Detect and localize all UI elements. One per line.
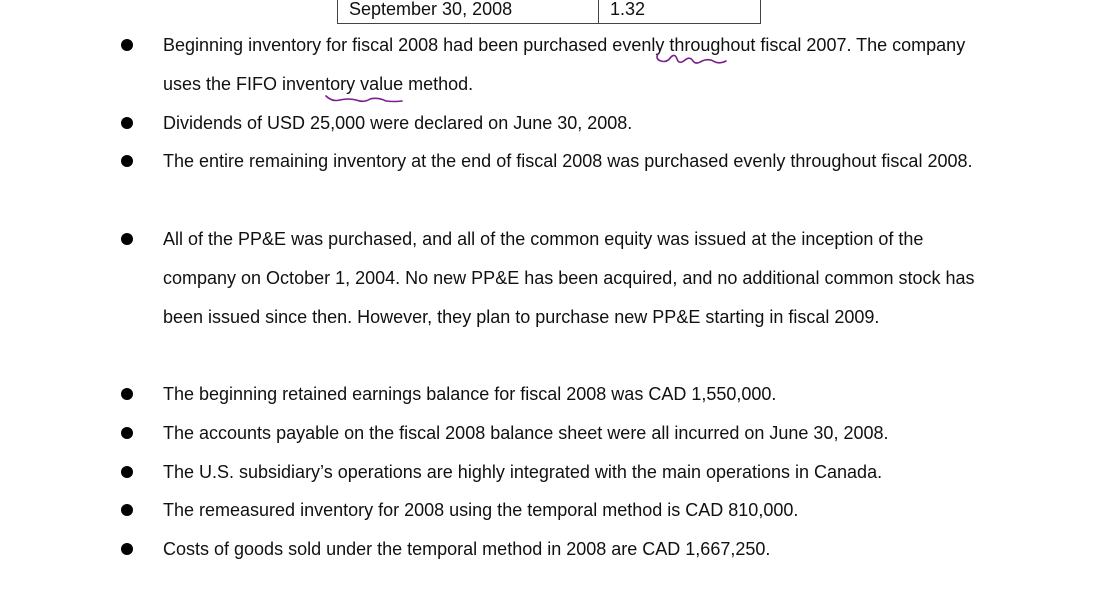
list-item-text: All of the PP&E was purchased, and all of the common equity was issued at the inception of the company on October 1, 2004. No new PP&E has been acquired, and no additional common stock has been issued since then. However, they plan to purchase new PP&E starting in fiscal 2009. <box>163 229 975 327</box>
table-date-cell: September 30, 2008 <box>338 0 599 23</box>
list-item-text: Dividends of USD 25,000 were declared on June 30, 2008. <box>163 113 633 133</box>
bullet-icon <box>121 39 133 51</box>
list-item-text: The accounts payable on the fiscal 2008 balance sheet were all incurred on June 30, 2008. <box>163 423 889 443</box>
bullet-icon <box>121 543 133 555</box>
bullet-icon <box>121 155 133 167</box>
list-item-text: The beginning retained earnings balance for fiscal 2008 was CAD 1,550,000. <box>163 384 777 404</box>
list-item-text: The entire remaining inventory at the end of fiscal 2008 was purchased evenly throughout fiscal 2008. <box>163 151 973 171</box>
bullet-icon <box>121 427 133 439</box>
bullet-icon <box>121 466 133 478</box>
list-item-text: The remeasured inventory for 2008 using the temporal method is CAD 810,000. <box>163 500 799 520</box>
bullet-icon <box>121 233 133 245</box>
table-rate-cell: 1.32 <box>610 0 646 19</box>
bullet-icon <box>121 117 133 129</box>
list-item-text: The U.S. subsidiary’s operations are highly integrated with the main operations in Canada. <box>163 462 883 482</box>
list-item-text: Costs of goods sold under the temporal method in 2008 are CAD 1,667,250. <box>163 539 771 559</box>
bullet-icon <box>121 504 133 516</box>
list-item-text: Beginning inventory for fiscal 2008 had been purchased evenly throughout fiscal 2007. The company uses the FIFO inventory value method. <box>163 35 966 94</box>
bullet-icon <box>121 388 133 400</box>
